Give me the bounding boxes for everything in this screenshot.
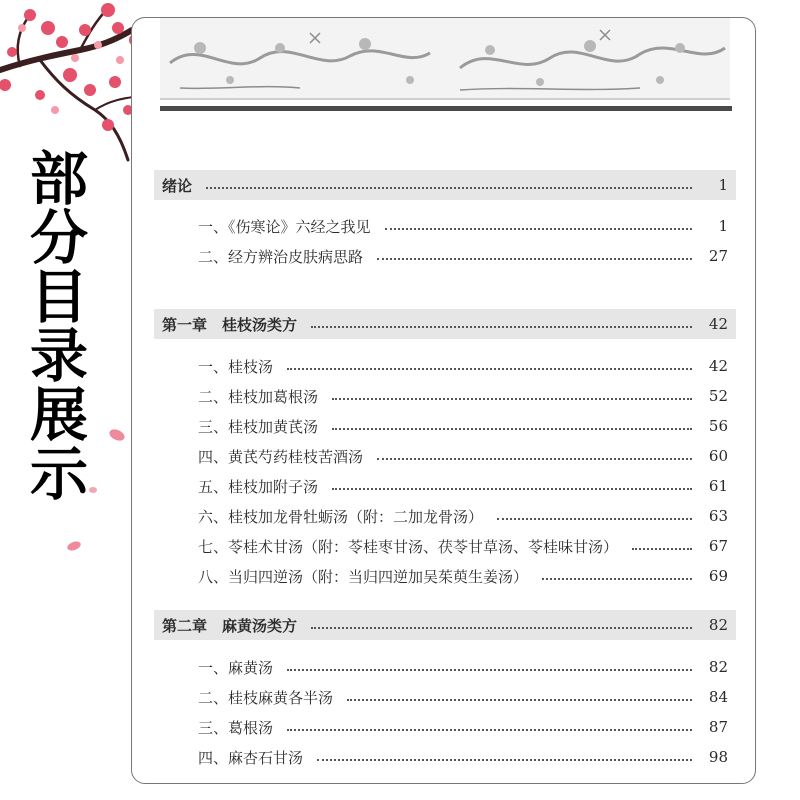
toc-page-number: 42 (708, 315, 728, 333)
dot-leader (317, 759, 692, 761)
toc-entry[interactable] (154, 712, 736, 742)
dot-leader (332, 398, 692, 400)
toc-entry[interactable] (154, 381, 736, 411)
toc-section[interactable] (154, 309, 736, 339)
dot-leader (287, 729, 692, 731)
toc-entry[interactable] (154, 471, 736, 501)
toc-label: 一、麻黄汤 (198, 658, 274, 677)
toc-label: 一、《伤寒论》六经之我见 (198, 217, 371, 236)
toc-page-number: 27 (708, 247, 728, 265)
toc-label: 八、当归四逆汤（附：当归四逆加吴茱萸生姜汤） (198, 567, 529, 586)
dot-leader (287, 669, 692, 671)
side-title-char: 示 (29, 440, 88, 508)
side-title-char: 录 (29, 322, 88, 390)
toc-label: 第一章 桂枝汤类方 (162, 315, 298, 334)
toc-label: 三、桂枝加黄芪汤 (198, 417, 319, 436)
toc-page-number: 60 (708, 447, 728, 465)
side-title (26, 145, 92, 508)
falling-petal-icon (66, 540, 82, 552)
dragon-banner-decoration (160, 18, 730, 104)
header-rule (160, 106, 732, 111)
toc-page-number: 56 (708, 417, 728, 435)
toc-page-number: 67 (708, 537, 728, 555)
toc-label: 二、桂枝加葛根汤 (198, 387, 319, 406)
toc-entry[interactable] (154, 411, 736, 441)
toc-section[interactable] (154, 610, 736, 640)
toc-page-number: 69 (708, 567, 728, 585)
toc-label: 五、桂枝加附子汤 (198, 477, 319, 496)
toc-label: 七、苓桂术甘汤（附：苓桂枣甘汤、茯苓甘草汤、苓桂味甘汤） (198, 537, 619, 556)
toc-entry[interactable] (154, 441, 736, 471)
side-title-char: 目 (29, 263, 88, 331)
toc-page-number: 42 (708, 357, 728, 375)
toc-page-number: 98 (708, 748, 728, 766)
toc-label: 第二章 麻黄汤类方 (162, 616, 298, 635)
toc-page (131, 17, 756, 784)
dot-leader (542, 578, 692, 580)
toc-page-number: 52 (708, 387, 728, 405)
side-title-char: 展 (29, 381, 88, 449)
toc-entry[interactable] (154, 241, 736, 271)
toc-page-number: 84 (708, 688, 728, 706)
falling-petal-icon (108, 428, 126, 442)
toc-section[interactable] (154, 170, 736, 200)
toc-page-number: 63 (708, 507, 728, 525)
toc-entry[interactable] (154, 652, 736, 682)
toc-entry[interactable] (154, 742, 736, 772)
dot-leader (287, 368, 692, 370)
toc-page-number: 82 (708, 658, 728, 676)
dot-leader (332, 428, 692, 430)
dot-leader (332, 488, 692, 490)
toc-label: 二、经方辨治皮肤病思路 (198, 247, 364, 266)
dot-leader (206, 187, 692, 189)
toc-page-number: 82 (708, 616, 728, 634)
side-title-char: 部 (29, 145, 88, 213)
toc-page-number: 1 (718, 217, 728, 235)
toc-entry[interactable] (154, 531, 736, 561)
toc-label: 四、麻杏石甘汤 (198, 748, 304, 767)
toc-entry[interactable] (154, 351, 736, 381)
dot-leader (632, 548, 692, 550)
toc-label: 一、桂枝汤 (198, 357, 274, 376)
toc-label: 绪论 (162, 176, 193, 195)
dot-leader (377, 258, 692, 260)
toc-label: 二、桂枝麻黄各半汤 (198, 688, 334, 707)
toc-page-number: 61 (708, 477, 728, 495)
toc-label: 四、黄芪芍药桂枝苦酒汤 (198, 447, 364, 466)
toc-entry[interactable] (154, 211, 736, 241)
dot-leader (311, 326, 692, 328)
side-title-char: 分 (29, 204, 88, 272)
toc-entry[interactable] (154, 561, 736, 591)
dot-leader (385, 228, 692, 230)
dot-leader (497, 518, 692, 520)
toc-page-number: 87 (708, 718, 728, 736)
dot-leader (347, 699, 692, 701)
toc-page-number: 1 (718, 176, 728, 194)
toc-label: 六、桂枝加龙骨牡蛎汤（附：二加龙骨汤） (198, 507, 484, 526)
toc-entry[interactable] (154, 501, 736, 531)
toc-entry[interactable] (154, 682, 736, 712)
dot-leader (377, 458, 692, 460)
dot-leader (311, 627, 692, 629)
toc-label: 三、葛根汤 (198, 718, 274, 737)
